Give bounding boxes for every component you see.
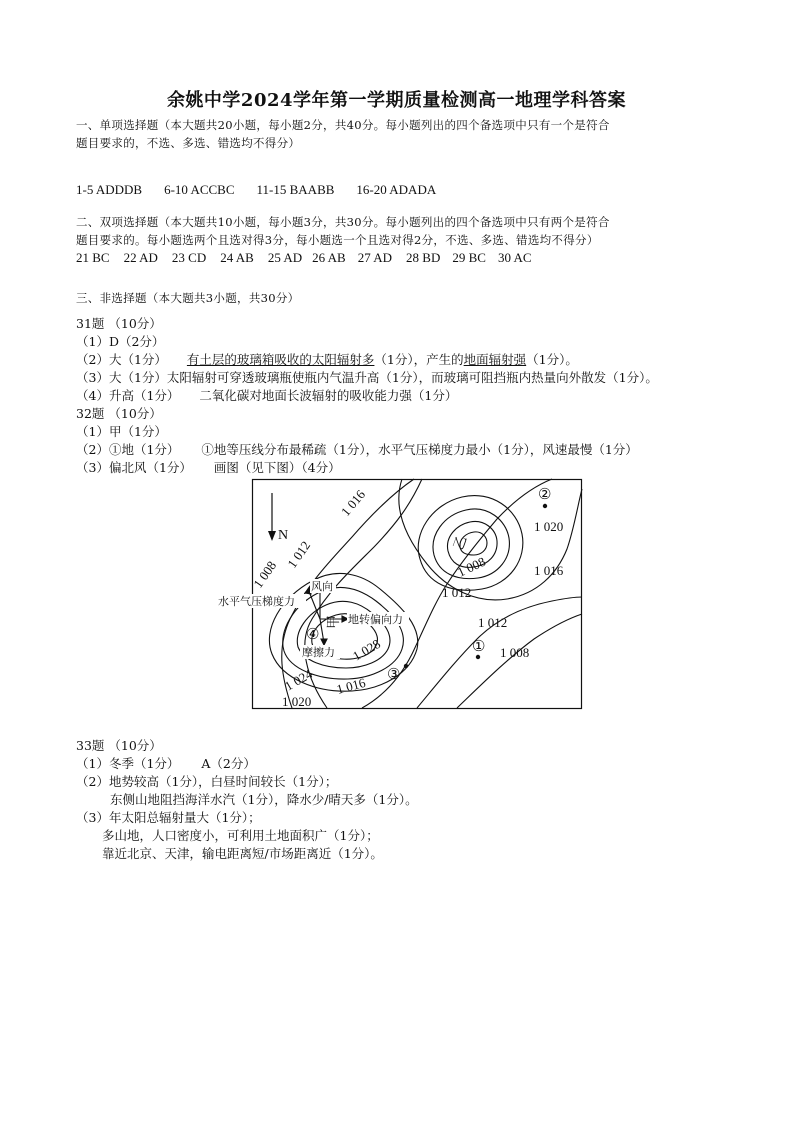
isobar-label: 1 008 — [500, 645, 530, 660]
part1-answers — [76, 182, 436, 198]
answer-group: 11-15 BAABB — [256, 182, 335, 197]
answer-text: 二氧化碳对地面长波辐射的吸收能力强（1分） — [199, 388, 458, 403]
q32-answer-3 — [76, 460, 341, 476]
point-marker — [476, 655, 480, 659]
answer-group: 6-10 ACCBC — [164, 182, 235, 197]
q33-answer-1 — [76, 756, 256, 772]
q33-header: 33题 （10分） — [76, 738, 162, 753]
answer-item: 25 AD — [267, 250, 303, 265]
part2-instruction-line2: 题目要求的。每小题选两个且选对得3分，每小题选一个且选对得2分，不选、多选、错选均不得分） — [76, 233, 599, 247]
answer-text: ①地等压线分布最稀疏（1分），水平气压梯度力最小（1分），风速最慢（1分） — [201, 442, 638, 457]
q32-header: 32题 （10分） — [76, 406, 162, 421]
isobar-label: 1 012 — [284, 538, 314, 571]
point-marker — [404, 664, 408, 668]
isobar-label: 1 016 — [534, 563, 564, 578]
underlined-text: 地面辐射强 — [463, 352, 527, 367]
isobar-label: 1 008 — [454, 553, 488, 580]
q33-answer-3: （3）年太阳总辐射量大（1分）； — [76, 810, 261, 825]
q31-header: 31题 （10分） — [76, 316, 162, 331]
isobar-label: 1 016 — [337, 486, 369, 519]
part3-heading: 三、非选择题（本大题共3小题，共30分） — [76, 291, 300, 305]
point-label: ① — [472, 639, 486, 655]
point-label: ② — [538, 487, 552, 503]
answer-prefix: （3）偏北风（1分） — [76, 460, 192, 475]
friction-label: 摩擦力 — [302, 646, 335, 659]
part2-instruction-line1: 二、双项选择题（本大题共10小题，每小题3分，共30分。每小题列出的四个备选项中只有两个是符合 — [76, 215, 610, 229]
isobar-label: 1 012 — [478, 615, 508, 630]
part2-answers — [76, 250, 532, 266]
part1-instruction-line2: 题目要求的，不选、多选、错选均不得分） — [76, 136, 301, 150]
q33-answer-3-cont1: 多山地，人口密度小，可利用土地面积广（1分）； — [102, 828, 379, 843]
q31-answer-2 — [76, 352, 578, 368]
answer-item: 21 BC — [76, 250, 110, 265]
answer-text: 画图（见下图）（4分） — [213, 460, 341, 475]
center-jia-label: 甲 — [327, 615, 342, 629]
answer-item: 27 AD — [357, 250, 393, 265]
part1-instruction-line1: 一、单项选择题（本大题共20小题，每小题2分，共40分。每小题列出的四个备选项中只有一个是符合 — [76, 118, 610, 132]
answer-prefix: （2）①地（1分） — [76, 442, 180, 457]
answer-item: 26 AB — [312, 250, 346, 265]
underlined-text: 有土层的玻璃箱吸收的太阳辐射多 — [186, 352, 375, 367]
q32-answer-1: （1）甲（1分） — [76, 424, 167, 439]
north-label: N — [278, 528, 289, 543]
isobar-label: 1 016 — [334, 674, 368, 697]
isobar-label: 1 024 — [282, 665, 315, 694]
answer-text: （1分）。 — [526, 352, 578, 367]
isobar-label: 1 020 — [282, 694, 312, 709]
coriolis-label: 地转偏向力 — [348, 613, 403, 626]
answer-prefix: （2）大（1分） — [76, 352, 167, 367]
q33-answer-3-cont2: 靠近北京、天津，输电距离短/市场距离近（1分）。 — [102, 846, 383, 861]
answer-group: 16-20 ADADA — [356, 182, 437, 197]
pressure-gradient-label: 水平气压梯度力 — [218, 595, 295, 608]
q33-answer-2: （2）地势较高（1分），白昼时间较长（1分）； — [76, 774, 338, 789]
answer-text: A（2分） — [201, 756, 256, 771]
page-title: 余姚中学2024学年第一学期质量检测高一地理学科答案 — [166, 90, 627, 111]
point-label: ④ — [306, 627, 320, 643]
point-marker — [543, 504, 547, 508]
answer-item: 28 BD — [406, 250, 441, 265]
isobar-label: 1 020 — [534, 519, 564, 534]
answer-group: 1-5 ADDDB — [76, 182, 143, 197]
center-yi-label: 乙 — [451, 534, 471, 553]
answer-prefix: （1）冬季（1分） — [76, 756, 180, 771]
isobar-label: 1 028 — [350, 635, 383, 664]
answer-item: 30 AC — [497, 250, 532, 265]
answer-text: （1分），产生的 — [374, 352, 464, 367]
wind-direction-label: 风向 — [311, 580, 333, 593]
isobar-map — [218, 479, 582, 709]
point-label: ③ — [387, 667, 401, 683]
answer-item: 23 CD — [171, 250, 207, 265]
answer-item: 22 AD — [123, 250, 158, 265]
isobar-label: 1 008 — [250, 558, 280, 591]
isobar-label: 1 012 — [442, 585, 472, 600]
answer-prefix: （4）升高（1分） — [76, 388, 180, 403]
q32-answer-2 — [76, 442, 638, 458]
q31-answer-1: （1）D（2分） — [76, 334, 165, 349]
answer-item: 29 BC — [452, 250, 486, 265]
q33-answer-2-cont: 东侧山地阻挡海洋水汽（1分），降水少/晴天多（1分）。 — [110, 792, 418, 807]
answer-item: 24 AB — [220, 250, 254, 265]
isobar-map-figure — [218, 479, 582, 709]
q31-answer-4 — [76, 388, 457, 404]
q31-answer-3: （3）大（1分）太阳辐射可穿透玻璃瓶使瓶内气温升高（1分），而玻璃可阻挡瓶内热量向外散发（1分）。 — [76, 370, 658, 385]
